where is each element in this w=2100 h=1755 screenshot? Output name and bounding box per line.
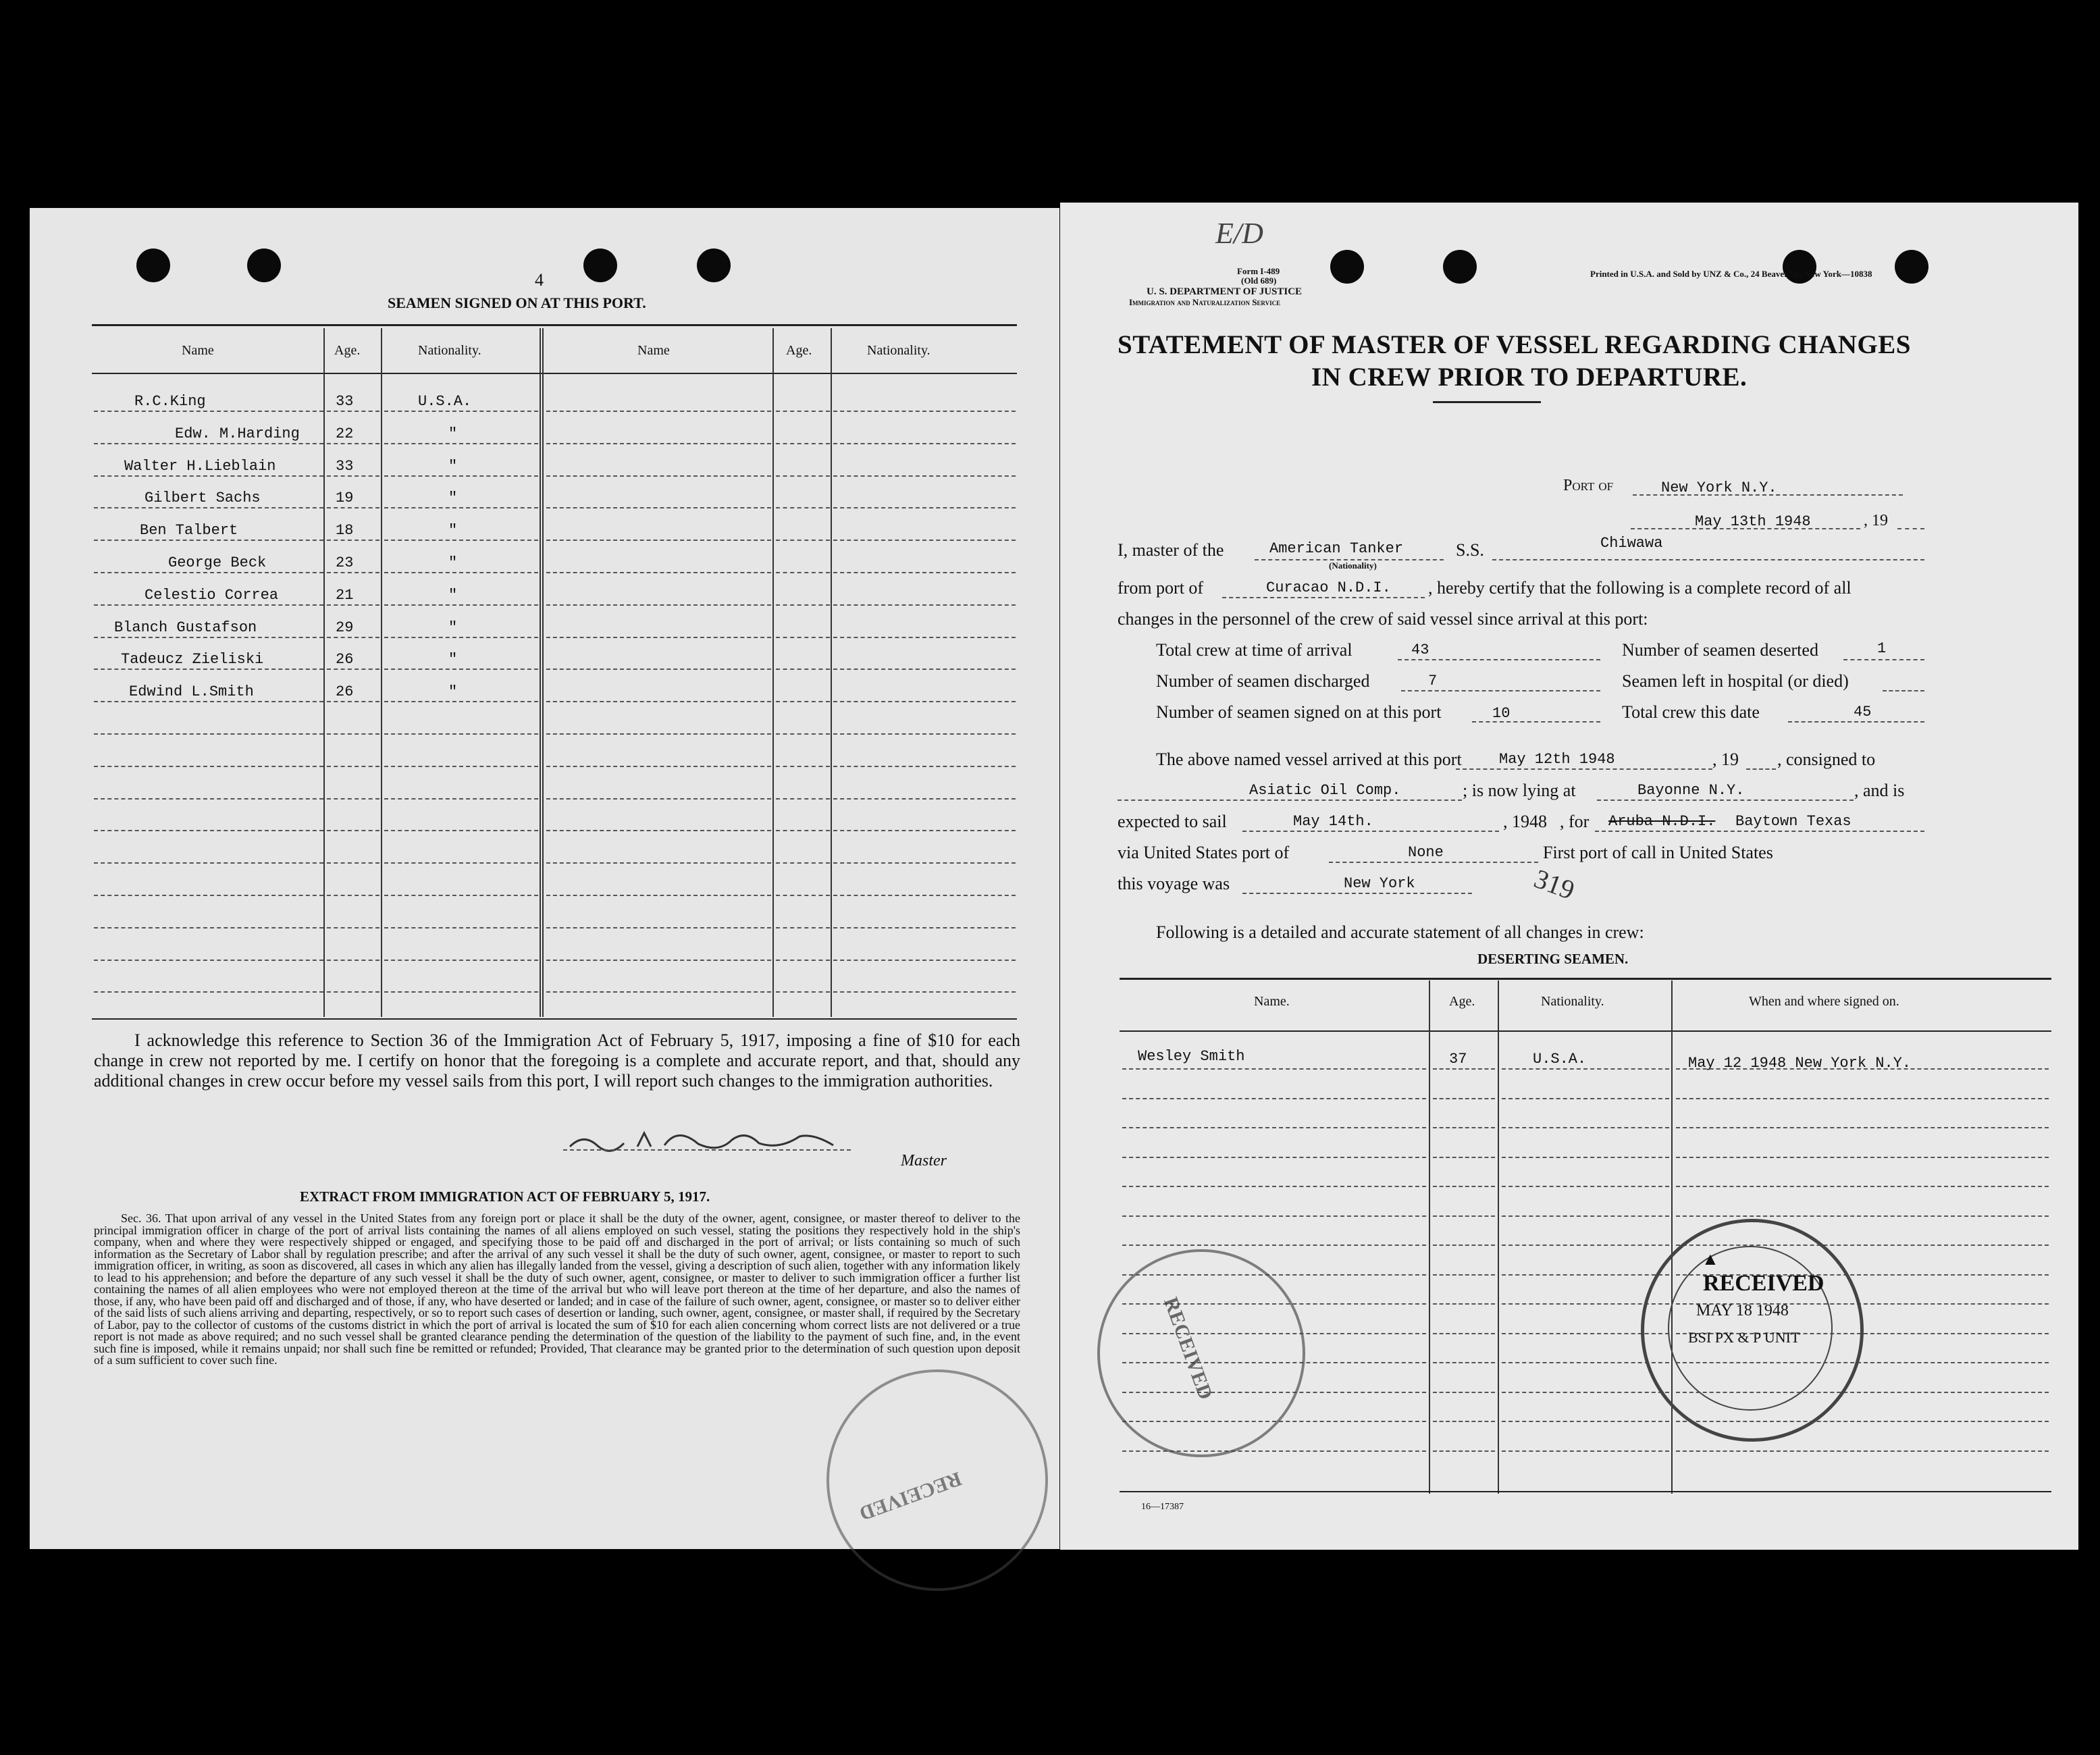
voyage-label: this voyage was xyxy=(1118,874,1230,893)
seaman-nationality: " xyxy=(448,522,458,539)
row-rule xyxy=(776,572,830,573)
deserted-label: Number of seamen deserted xyxy=(1622,640,1818,660)
signed-on-value: 10 xyxy=(1492,705,1511,722)
row-rule xyxy=(384,443,538,444)
row-rule xyxy=(546,540,771,541)
row-rule xyxy=(546,991,771,993)
row-rule xyxy=(1433,1392,1495,1393)
form-title-line2: IN CREW PRIOR TO DEPARTURE. xyxy=(1311,363,1748,392)
ss-label: S.S. xyxy=(1456,540,1484,560)
row-rule xyxy=(94,669,323,670)
seaman-nationality: " xyxy=(448,651,458,668)
row-rule xyxy=(327,572,379,573)
vessel-name: Chiwawa xyxy=(1600,535,1663,552)
row-rule xyxy=(384,862,538,864)
row-rule xyxy=(1122,1068,1426,1070)
row-rule xyxy=(94,540,323,541)
row-rule xyxy=(1433,1421,1495,1422)
seaman-nationality: " xyxy=(448,458,458,475)
row-rule xyxy=(833,637,1016,638)
row-rule xyxy=(546,733,771,735)
row-rule xyxy=(776,991,830,993)
row-rule xyxy=(776,604,830,606)
consigned-label: , consigned to xyxy=(1777,750,1876,769)
row-rule xyxy=(776,798,830,800)
discharged-value: 7 xyxy=(1428,673,1438,689)
row-rule xyxy=(546,572,771,573)
row-rule xyxy=(833,960,1016,961)
date-suffix: , 19 xyxy=(1864,512,1888,529)
row-rule xyxy=(776,475,830,477)
row-rule xyxy=(384,895,538,896)
footer-code: 16—17387 xyxy=(1141,1502,1184,1512)
row-rule xyxy=(833,475,1016,477)
row-rule xyxy=(546,411,771,412)
row-rule xyxy=(327,443,379,444)
seaman-age: 33 xyxy=(336,393,354,410)
seaman-name: Edw. M.Harding xyxy=(175,425,300,442)
row-rule xyxy=(546,830,771,831)
total-crew-arrival-label: Total crew at time of arrival xyxy=(1156,640,1353,660)
total-crew-arrival-value: 43 xyxy=(1411,641,1429,658)
row-rule xyxy=(327,830,379,831)
master-label: Master xyxy=(901,1152,947,1170)
row-rule xyxy=(1502,1127,1669,1128)
from-port-label: from port of xyxy=(1118,578,1204,598)
row-rule xyxy=(1122,1186,1426,1187)
row-rule xyxy=(1433,1068,1495,1070)
deserting-col-age: Age. xyxy=(1449,994,1475,1009)
row-rule xyxy=(546,895,771,896)
form-old: (Old 689) xyxy=(1241,276,1277,286)
row-rule xyxy=(327,766,379,767)
row-rule xyxy=(1502,1215,1669,1217)
row-rule xyxy=(776,637,830,638)
col-header-name: Name xyxy=(182,343,214,358)
row-rule xyxy=(776,701,830,702)
row-rule xyxy=(94,862,323,864)
row-rule xyxy=(384,411,538,412)
discharged-label: Number of seamen discharged xyxy=(1156,671,1370,691)
deserter-name: Wesley Smith xyxy=(1138,1048,1245,1065)
form-number: Form I-489 xyxy=(1237,266,1280,276)
row-rule xyxy=(1676,1098,2049,1099)
row-rule xyxy=(546,637,771,638)
seaman-age: 23 xyxy=(336,554,354,571)
nationality-value: American Tanker xyxy=(1269,540,1404,557)
row-rule xyxy=(1433,1215,1495,1217)
row-rule xyxy=(1433,1333,1495,1334)
row-rule xyxy=(1676,1450,2049,1452)
service: Immigration and Naturalization Service xyxy=(1129,297,1281,307)
form-title: STATEMENT OF MASTER OF VESSEL REGARDING CHANGES xyxy=(1118,330,1911,359)
row-rule xyxy=(94,507,323,508)
punch-hole xyxy=(1895,250,1928,284)
row-rule xyxy=(94,895,323,896)
row-rule xyxy=(776,862,830,864)
row-rule xyxy=(94,411,323,412)
row-rule xyxy=(1502,1421,1669,1422)
seaman-age: 21 xyxy=(336,587,354,604)
following-text: Following is a detailed and accurate statement of all changes in crew: xyxy=(1156,922,1644,942)
total-crew-date-value: 45 xyxy=(1854,704,1872,721)
via-label: via United States port of xyxy=(1118,843,1290,862)
row-rule xyxy=(1502,1245,1669,1246)
row-rule xyxy=(384,507,538,508)
for-label: , for xyxy=(1560,812,1590,831)
row-rule xyxy=(327,637,379,638)
arrived-label: The above named vessel arrived at this port xyxy=(1156,750,1462,769)
row-rule xyxy=(1433,1245,1495,1246)
row-rule xyxy=(833,701,1016,702)
hospital-label: Seamen left in hospital (or died) xyxy=(1622,671,1849,691)
signed-on-label: Number of seamen signed on at this port xyxy=(1156,702,1442,722)
col-header-nationality: Nationality. xyxy=(867,343,930,358)
row-rule xyxy=(1676,1186,2049,1187)
expected-label: expected to sail xyxy=(1118,812,1227,831)
row-rule xyxy=(384,669,538,670)
row-rule xyxy=(833,540,1016,541)
expected-value: May 14th. xyxy=(1293,813,1373,830)
row-rule xyxy=(327,862,379,864)
seaman-nationality: " xyxy=(448,619,458,636)
row-rule xyxy=(833,927,1016,928)
section-title: SEAMEN SIGNED ON AT THIS PORT. xyxy=(388,294,646,311)
voyage-value: New York xyxy=(1344,875,1415,892)
row-rule xyxy=(384,637,538,638)
printed-by: Printed in U.S.A. and Sold by UNZ & Co., 24 Beaver St., New York—10838 xyxy=(1590,269,1872,279)
handwritten-mark: E/D xyxy=(1215,217,1263,250)
seaman-nationality: " xyxy=(448,425,458,442)
row-rule xyxy=(327,960,379,961)
date-value: May 13th 1948 xyxy=(1695,513,1811,530)
deserter-age: 37 xyxy=(1449,1051,1467,1068)
row-rule xyxy=(94,960,323,961)
row-rule xyxy=(384,604,538,606)
row-rule xyxy=(833,443,1016,444)
row-rule xyxy=(1122,1157,1426,1158)
row-rule xyxy=(327,895,379,896)
stamp-date: MAY 18 1948 xyxy=(1696,1302,1789,1319)
row-rule xyxy=(1122,1098,1426,1099)
punch-hole xyxy=(697,248,731,282)
row-rule xyxy=(1433,1127,1495,1128)
row-rule xyxy=(1676,1068,2049,1070)
row-rule xyxy=(833,572,1016,573)
deserting-col-signed-on: When and where signed on. xyxy=(1749,994,1899,1009)
row-rule xyxy=(546,701,771,702)
deserting-col-name: Name. xyxy=(1254,994,1290,1009)
for-value-struck: Aruba N.D.I. xyxy=(1608,813,1716,830)
row-rule xyxy=(776,507,830,508)
consignee-value: Asiatic Oil Comp. xyxy=(1249,782,1401,799)
stamp-unit: BSI PX & P UNIT xyxy=(1688,1329,1800,1346)
row-rule xyxy=(327,991,379,993)
row-rule xyxy=(546,798,771,800)
seaman-age: 26 xyxy=(336,683,354,700)
row-rule xyxy=(546,443,771,444)
row-rule xyxy=(94,701,323,702)
col-header-nationality: Nationality. xyxy=(418,343,481,358)
seaman-age: 18 xyxy=(336,522,354,539)
total-crew-date-label: Total crew this date xyxy=(1622,702,1760,722)
stamp-received: RECEIVED xyxy=(1703,1271,1825,1296)
port-label: Port of xyxy=(1563,477,1614,494)
lying-value: Bayonne N.Y. xyxy=(1637,782,1745,799)
seaman-name: Blanch Gustafson xyxy=(114,619,257,636)
seaman-nationality: " xyxy=(448,490,458,506)
row-rule xyxy=(94,604,323,606)
row-rule xyxy=(776,540,830,541)
row-rule xyxy=(1433,1274,1495,1276)
row-rule xyxy=(327,798,379,800)
master-signature xyxy=(563,1120,860,1160)
punch-hole xyxy=(247,248,281,282)
row-rule xyxy=(1676,1127,2049,1128)
seaman-name: Tadeucz Zieliski xyxy=(121,651,264,668)
row-rule xyxy=(384,540,538,541)
row-rule xyxy=(1122,1215,1426,1217)
row-rule xyxy=(384,701,538,702)
department: U. S. DEPARTMENT OF JUSTICE xyxy=(1147,286,1303,297)
row-rule xyxy=(94,475,323,477)
seaman-age: 29 xyxy=(336,619,354,636)
row-rule xyxy=(1502,1274,1669,1276)
row-rule xyxy=(1502,1362,1669,1363)
extract-text: Sec. 36. That upon arrival of any vessel in the United States from any foreign port or place it shall be the duty of the owner, agent, consignee, or master thereof to deliver to the principal immigration officer in charge of the port of arrival lists containing the names of all aliens employed on such vessel, stating the positions they respectively hold in the ship's company, when and where they were respectively shipped or engaged, and specifying those to be paid off and discharged in the port of arrival; or lists containing so much of such information as the Secretary of Labor shall by regulation prescribe; and after the arrival of any such vessel it shall be the duty of such owner, agent, consignee, or master to report to such immigration officer, in writing, as soon as discovered, all cases in which any alien has illegally landed from the vessel, giving a description of such alien, together with any information likely to lead to his apprehension; and before the departure of any such vessel it shall be the duty of such owner, agent, consignee, or master to deliver to such immigration officer a further list containing the names of all alien employees who were not employed thereon at the time of the arrival but who will leave port thereon at the time of her departure, and also the names of those, if any, who have been paid off and discharged and of those, if any, who have deserted or landed; and in case of the failure of such owner, agent, consignee, or master so to deliver either of the said lists of such aliens arriving and departing, respectively, or so to report such cases of desertion or landing, such owner, agent, consignee, or master shall, if required by the Secretary of Labor, pay to the collector of customs of the customs district in which the port of arrival is located the sum of $10 for each alien concerning whom correct lists are not delivered or a true report is not made as above required; and no such vessel shall be granted clearance pending the determination of the question of the liability to the payment of such fine, and, in the event such fine is imposed, while it remains unpaid; nor shall such fine be remitted or refunded; Provided, That clearance may be granted prior to the determination of such question upon deposit of a sum sufficient to cover such fine. xyxy=(94,1211,1020,1367)
row-rule xyxy=(384,475,538,477)
port-value: New York N.Y. xyxy=(1661,479,1777,496)
row-rule xyxy=(384,798,538,800)
row-rule xyxy=(833,895,1016,896)
row-rule xyxy=(1676,1157,2049,1158)
deserting-title: DESERTING SEAMEN. xyxy=(1477,951,1629,967)
row-rule xyxy=(776,443,830,444)
punch-hole xyxy=(1443,250,1477,284)
row-rule xyxy=(327,927,379,928)
punch-hole xyxy=(583,248,617,282)
row-rule xyxy=(94,927,323,928)
row-rule xyxy=(833,669,1016,670)
for-value: Baytown Texas xyxy=(1735,813,1852,830)
seaman-name: Gilbert Sachs xyxy=(145,490,261,506)
row-rule xyxy=(776,411,830,412)
row-rule xyxy=(546,927,771,928)
row-rule xyxy=(384,927,538,928)
page-number: 4 xyxy=(535,270,544,290)
row-rule xyxy=(327,701,379,702)
from-port-value: Curacao N.D.I. xyxy=(1266,579,1391,596)
row-rule xyxy=(776,830,830,831)
row-rule xyxy=(327,507,379,508)
seaman-nationality: " xyxy=(448,554,458,571)
right-page xyxy=(1060,203,2078,1550)
seaman-age: 26 xyxy=(336,651,354,668)
left-page xyxy=(30,208,1059,1549)
nationality-caption: (Nationality) xyxy=(1329,560,1377,571)
deserter-signed-on: May 12 1948 New York N.Y. xyxy=(1688,1055,1912,1072)
certify-text: , hereby certify that the following is a complete record of all xyxy=(1428,578,1852,598)
deserting-col-nationality: Nationality. xyxy=(1541,994,1604,1009)
row-rule xyxy=(384,830,538,831)
lying-label: ; is now lying at xyxy=(1463,781,1576,800)
changes-text: changes in the personnel of the crew of said vessel since arrival at this port: xyxy=(1118,609,1648,629)
row-rule xyxy=(833,733,1016,735)
row-rule xyxy=(833,604,1016,606)
row-rule xyxy=(94,572,323,573)
row-rule xyxy=(1502,1392,1669,1393)
punch-hole xyxy=(136,248,170,282)
row-rule xyxy=(327,604,379,606)
row-rule xyxy=(1433,1303,1495,1305)
stamp-rotated-text: RECEIVED xyxy=(1159,1294,1217,1403)
row-rule xyxy=(384,733,538,735)
row-rule xyxy=(384,766,538,767)
row-rule xyxy=(1433,1186,1495,1187)
via-value: None xyxy=(1408,844,1444,861)
row-rule xyxy=(546,507,771,508)
row-rule xyxy=(833,830,1016,831)
row-rule xyxy=(1676,1215,2049,1217)
deserter-nationality: U.S.A. xyxy=(1533,1051,1587,1068)
row-rule xyxy=(94,733,323,735)
row-rule xyxy=(546,669,771,670)
row-rule xyxy=(327,733,379,735)
row-rule xyxy=(546,960,771,961)
col-header-age: Age. xyxy=(334,343,361,358)
row-rule xyxy=(776,895,830,896)
row-rule xyxy=(776,927,830,928)
row-rule xyxy=(94,766,323,767)
row-rule xyxy=(1433,1157,1495,1158)
row-rule xyxy=(1433,1098,1495,1099)
row-rule xyxy=(384,572,538,573)
row-rule xyxy=(776,669,830,670)
seaman-name: Walter H.Lieblain xyxy=(124,458,276,475)
row-rule xyxy=(1502,1157,1669,1158)
row-rule xyxy=(1122,1245,1426,1246)
row-rule xyxy=(384,960,538,961)
row-rule xyxy=(546,862,771,864)
arrived-value: May 12th 1948 xyxy=(1499,751,1615,768)
master-of-label: I, master of the xyxy=(1118,540,1224,560)
row-rule xyxy=(776,766,830,767)
row-rule xyxy=(833,991,1016,993)
seaman-nationality: U.S.A. xyxy=(418,393,472,410)
row-rule xyxy=(1502,1186,1669,1187)
row-rule xyxy=(94,637,323,638)
row-rule xyxy=(546,475,771,477)
row-rule xyxy=(833,507,1016,508)
row-rule xyxy=(1433,1450,1495,1452)
seaman-age: 33 xyxy=(336,458,354,475)
punch-hole xyxy=(1330,250,1364,284)
stamp-text: RECEIVED xyxy=(856,1467,965,1525)
row-rule xyxy=(1433,1362,1495,1363)
row-rule xyxy=(1502,1098,1669,1099)
seaman-name: Edwind L.Smith xyxy=(129,683,254,700)
row-rule xyxy=(327,669,379,670)
row-rule xyxy=(776,733,830,735)
row-rule xyxy=(776,960,830,961)
seaman-age: 22 xyxy=(336,425,354,442)
row-rule xyxy=(833,411,1016,412)
row-rule xyxy=(1122,1127,1426,1128)
seaman-age: 19 xyxy=(336,490,354,506)
row-rule xyxy=(327,475,379,477)
expected-year: , 1948 xyxy=(1503,812,1547,831)
seaman-nationality: " xyxy=(448,683,458,700)
row-rule xyxy=(384,991,538,993)
extract-title: EXTRACT FROM IMMIGRATION ACT OF FEBRUARY 5, 1917. xyxy=(300,1188,710,1205)
row-rule xyxy=(94,798,323,800)
row-rule xyxy=(1502,1068,1669,1070)
arrow-up-icon: ▲ xyxy=(1702,1249,1719,1269)
row-rule xyxy=(833,766,1016,767)
seaman-nationality: " xyxy=(448,587,458,604)
row-rule xyxy=(327,540,379,541)
col-header-name: Name xyxy=(637,343,670,358)
arrived-suffix: , 19 xyxy=(1712,750,1739,769)
deserted-value: 1 xyxy=(1877,640,1887,657)
row-rule xyxy=(94,830,323,831)
seaman-name: Ben Talbert xyxy=(140,522,238,539)
row-rule xyxy=(94,991,323,993)
seaman-name: Celestio Correa xyxy=(145,587,279,604)
acknowledgement-text: I acknowledge this reference to Section 36 of the Immigration Act of February 5, 1917, imposing a fine of $10 for each change in crew not reported by me. I certify on honor that the foregoing is a complete and accurate report, and that, should any additional changes in crew occur before my vessel sails from this port, I will report such changes to the immigration authorities. xyxy=(94,1030,1020,1091)
col-header-age: Age. xyxy=(786,343,812,358)
row-rule xyxy=(546,766,771,767)
seaman-name: R.C.King xyxy=(134,393,206,410)
row-rule xyxy=(833,798,1016,800)
row-rule xyxy=(833,862,1016,864)
row-rule xyxy=(1502,1450,1669,1452)
row-rule xyxy=(546,604,771,606)
row-rule xyxy=(94,443,323,444)
and-is-text: , and is xyxy=(1854,781,1905,800)
handwritten-number: 319 xyxy=(1530,863,1579,906)
first-port-label: First port of call in United States xyxy=(1543,843,1773,862)
row-rule xyxy=(327,411,379,412)
seaman-name: George Beck xyxy=(168,554,267,571)
